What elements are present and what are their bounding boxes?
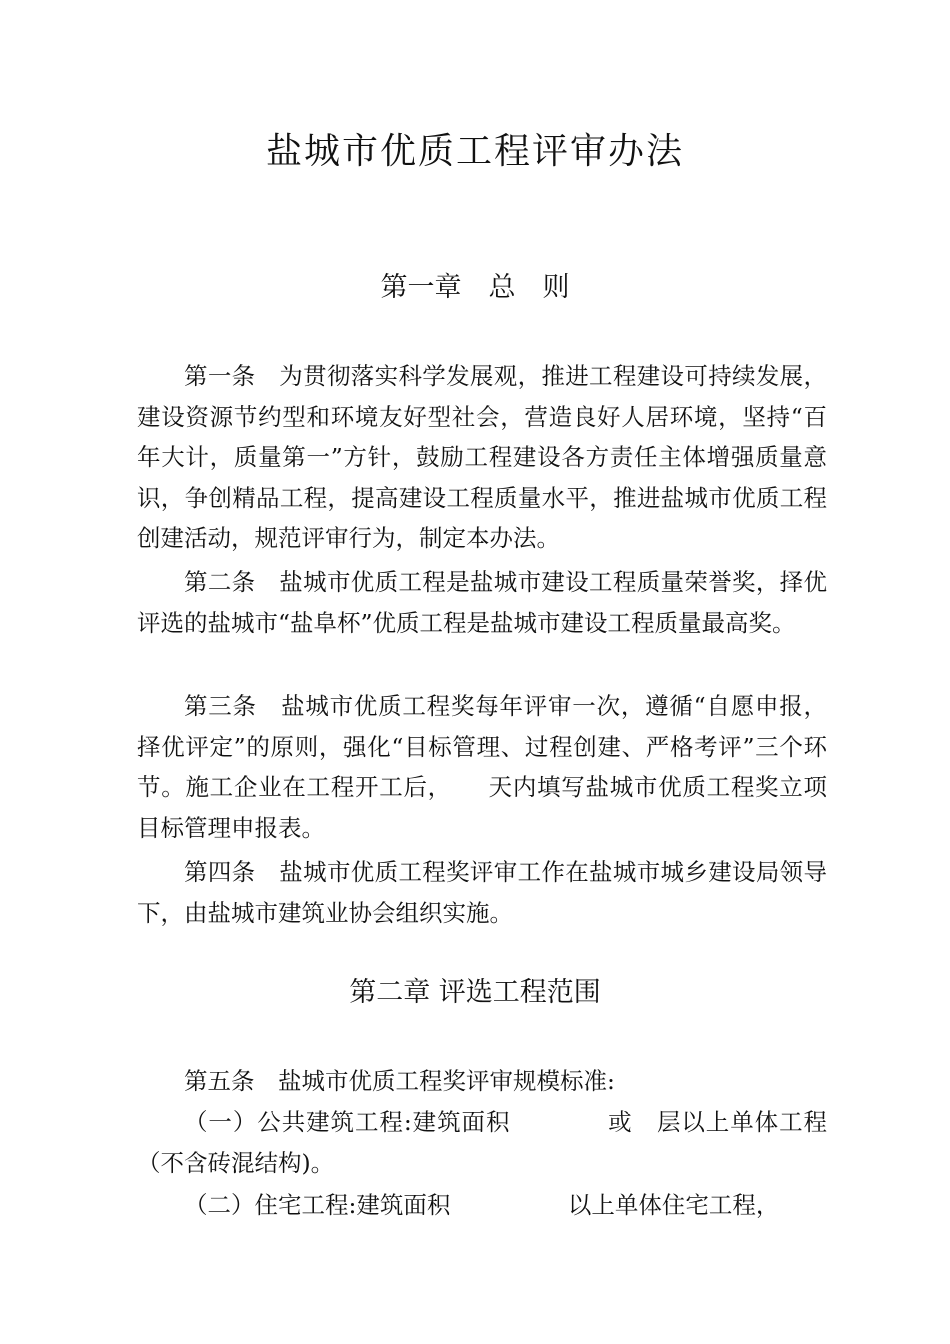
article-3: 第三条 盐城市优质工程奖每年评审一次，遵循“自愿申报，择优评定”的原则，强化“目标管理、过程创建、严格考评”三个环节。施工企业在工程开工后， 天内填写盐城市优质工程奖立项目标管理申报表。 — [137, 692, 827, 842]
article-5-item-2: （二）住宅工程:建筑面积 以上单体住宅工程， — [184, 1191, 780, 1219]
article-1: 第一条 为贯彻落实科学发展观，推进工程建设可持续发展，建设资源节约型和环境友好型社会，营造良好人居环境，坚持“百年大计，质量第一”方针，鼓励工程建设各方责任主体增强质量意识，争创精品工程，提高建设工程质量水平，推进盐城市优质工程创建活动，规范评审行为，制定本办法。 — [137, 362, 827, 552]
article-5-item-1: （一）公共建筑工程:建筑面积 或 层以上单体工程（不含砖混结构)。 — [137, 1108, 827, 1177]
article-4: 第四条 盐城市优质工程奖评审工作在盐城市城乡建设局领导下，由盐城市建筑业协会组织实施。 — [137, 858, 827, 927]
chapter-1-heading: 第一章 总 则 — [380, 272, 570, 303]
article-5: 第五条 盐城市优质工程奖评审规模标准: — [184, 1067, 615, 1095]
article-2: 第二条 盐城市优质工程是盐城市建设工程质量荣誉奖，择优评选的盐城市“盐阜杯”优质工程是盐城市建设工程质量最高奖。 — [137, 568, 827, 637]
chapter-2-heading: 第二章 评选工程范围 — [349, 977, 601, 1008]
document-title: 盐城市优质工程评审办法 — [265, 131, 684, 172]
